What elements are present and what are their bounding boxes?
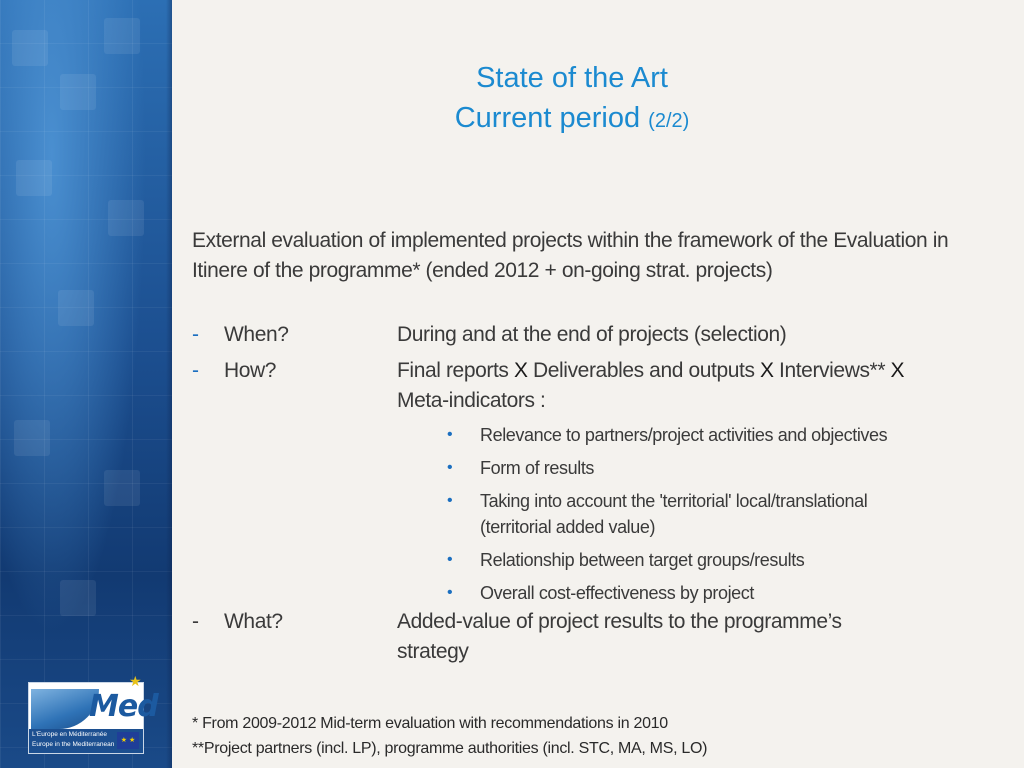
footnote: **Project partners (incl. LP), programme authorities (incl. STC, MA, MS, LO)	[192, 740, 708, 757]
bullet-icon: •	[447, 426, 453, 443]
item-answer: During and at the end of projects (selection)	[397, 323, 787, 346]
decorative-tile	[12, 30, 48, 66]
intro-paragraph: External evaluation of implemented projects within the framework of the Evaluation in Itinere of the programme* (ended 2012 + on-going strat. projects)	[192, 229, 949, 282]
title-line-2	[172, 98, 972, 141]
item-how	[192, 356, 992, 416]
item-answer: Added-value of project results to the programme’s strategy	[397, 610, 842, 663]
sidebar-background	[0, 0, 172, 768]
bullet-icon: •	[447, 584, 453, 601]
item-question: What?	[224, 610, 283, 633]
list-item-text: Taking into account the 'territorial' local/translational (territorial added value)	[480, 491, 868, 537]
list-item	[447, 488, 920, 540]
list-item	[447, 547, 927, 573]
decorative-tile	[104, 18, 140, 54]
decorative-tile	[14, 420, 50, 456]
eu-flag-icon: ★ ★	[117, 732, 139, 749]
answer-part: Meta-indicators :	[397, 389, 546, 412]
title-line-2-main: Current period	[454, 102, 641, 134]
decorative-tile	[16, 160, 52, 196]
list-item	[447, 422, 927, 448]
slide-body	[192, 226, 992, 667]
bullet-icon: •	[447, 459, 453, 476]
separator-x: X	[890, 359, 905, 382]
logo-text-english: Europe in the Mediterranean	[32, 741, 115, 748]
how-bullet-list	[447, 422, 927, 606]
item-question: How?	[224, 359, 277, 382]
list-item-text: Relationship between target groups/results	[480, 550, 805, 570]
answer-part: Deliverables and outputs	[527, 359, 760, 382]
dash-marker: -	[192, 359, 199, 382]
decorative-tile	[104, 470, 140, 506]
footnote: * From 2009-2012 Mid-term evaluation with recommendations in 2010	[192, 715, 668, 732]
list-item-text: Form of results	[480, 458, 595, 478]
answer-part: Final reports	[397, 359, 514, 382]
separator-x: X	[759, 359, 774, 382]
list-item-text: Overall cost-effectiveness by project	[480, 583, 754, 603]
logo-star-icon: ★	[129, 673, 142, 689]
footnotes	[192, 711, 992, 761]
title-line-1: State of the Art	[476, 62, 668, 94]
answer-part: Interviews**	[773, 359, 891, 382]
item-question: When?	[224, 323, 289, 346]
decorative-tile	[60, 74, 96, 110]
dash-marker: -	[192, 323, 199, 346]
item-answer	[397, 356, 937, 416]
logo-text-french: L'Europe en Méditerranée	[32, 731, 107, 738]
separator-x: X	[513, 359, 528, 382]
list-item	[447, 455, 927, 481]
title-page-indicator: (2/2)	[648, 110, 690, 132]
bullet-icon: •	[447, 492, 453, 509]
bullet-icon: •	[447, 551, 453, 568]
dash-marker: -	[192, 610, 199, 633]
slide-title	[172, 58, 972, 141]
list-item-text: Relevance to partners/project activities and objectives	[480, 425, 888, 445]
med-programme-logo	[28, 673, 158, 754]
item-when	[192, 320, 992, 350]
item-what	[192, 607, 992, 667]
decorative-tile	[58, 290, 94, 326]
list-item	[447, 580, 927, 606]
logo-wordmark: Med	[89, 689, 158, 724]
decorative-tile	[108, 200, 144, 236]
decorative-tile	[60, 580, 96, 616]
